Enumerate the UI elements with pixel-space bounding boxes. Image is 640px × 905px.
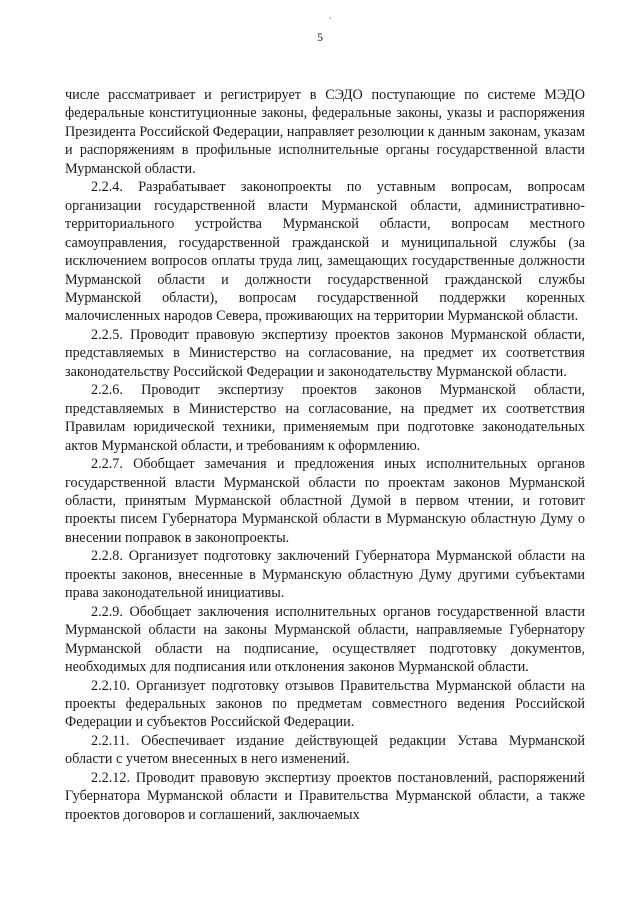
paragraph-2-2-9: 2.2.9. Обобщает заключения исполнительных органов государственной власти Мурманской области на законы Мурманской области, направляемые Губернатору Мурманской области на подписание, осуществляет подготовку документов, необходимых для подписания или отклонения законов Мурманской области. — [65, 603, 585, 676]
paragraph-2-2-6: 2.2.6. Проводит экспертизу проектов законов Мурманской области, представляемых в Министерство на согласование, на предмет их соответствия Правилам юридической техники, применяемым при подготовке законодательных актов Мурманской области, и требованиям к оформлению. — [65, 382, 585, 454]
paragraph-2-2-11: 2.2.11. Обеспечивает издание действующей редакции Устава Мурманской области с учетом внесенных в него изменений. — [65, 732, 585, 768]
document-body — [65, 86, 585, 824]
paragraph-2-2-5: 2.2.5. Проводит правовую экспертизу проектов законов Мурманской области, представляемых в Министерство на согласование, на предмет их соответствия законодательству Российской Федерации и законодательству Мурманской области. — [65, 326, 585, 380]
paragraph-2-2-10: 2.2.10. Организует подготовку отзывов Правительства Мурманской области на проекты федеральных законов по предметам совместного ведения Российской Федерации и субъектов Российской Федерации. — [65, 677, 585, 731]
page-number: 5 — [317, 30, 323, 44]
paragraph-continuation: числе рассматривает и регистрирует в СЭДО поступающие по системе МЭДО федеральные конституционные законы, федеральные законы, указы и распоряжения Президента Российской Федерации, направляет резолюции к данным законам, указам и распоряжениям в профильные исполнительные органы государственной власти Мурманской области. — [65, 87, 586, 177]
scan-mark: ` — [329, 16, 332, 26]
paragraph-2-2-4: 2.2.4. Разрабатывает законопроекты по уставным вопросам, вопросам организации государственной власти Мурманской области, административно-территориального устройства Мурманской области, вопросам местного самоуправления, государственной гражданской и муниципальной службы (за исключением вопросов оплаты труда лиц, замещающих государственные должности Мурманской области и должности государственной гражданской службы Мурманской области), вопросам государственной поддержки коренных малочисленных народов Севера, проживающих на территории Мурманской области. — [65, 179, 585, 325]
paragraph-2-2-8: 2.2.8. Организует подготовку заключений Губернатора Мурманской области на проекты законов, внесенные в Мурманскую областную Думу другими субъектами права законодательной инициативы. — [65, 548, 585, 602]
paragraph-2-2-12: 2.2.12. Проводит правовую экспертизу проектов постановлений, распоряжений Губернатора Мурманской области и Правительства Мурманской области, а также проектов договоров и соглашений, заключаемых — [65, 769, 585, 823]
paragraph-2-2-7: 2.2.7. Обобщает замечания и предложения иных исполнительных органов государственной власти Мурманской области по проектам законов Мурманской области, принятым Мурманской областной Думой в первом чтении, и готовит проекты писем Губернатора Мурманской области в Мурманскую областную Думу о внесении поправок в законопроекты. — [65, 456, 585, 546]
